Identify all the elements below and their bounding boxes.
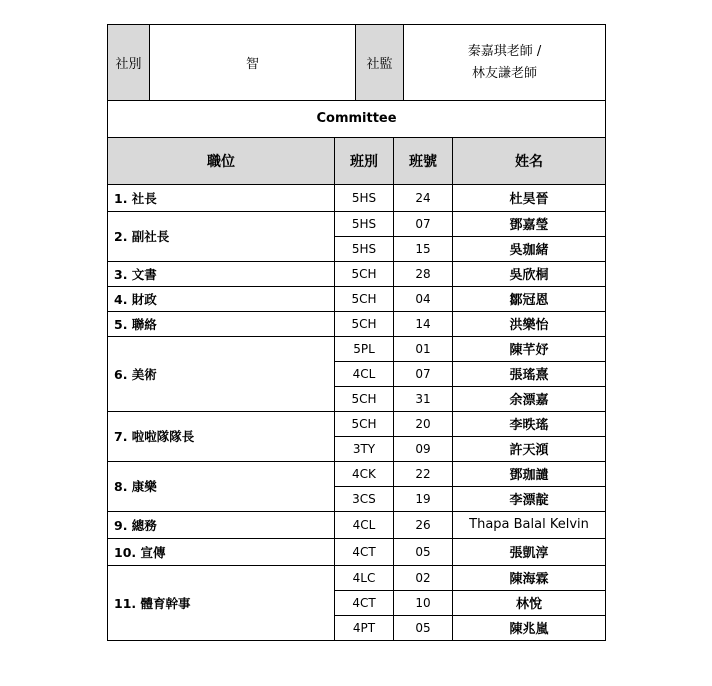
- class-cell: 4CL: [335, 511, 394, 538]
- number-cell: 09: [394, 436, 453, 461]
- number-cell: 19: [394, 486, 453, 511]
- name-cell: 陳兆嵐: [453, 615, 606, 640]
- table-row: [108, 184, 606, 211]
- column-header-class: 班別: [335, 137, 394, 184]
- house-header-table: [107, 24, 606, 101]
- number-cell: 15: [394, 236, 453, 261]
- position-cell: 4. 財政: [108, 286, 335, 311]
- position-cell: 2. 副社長: [108, 211, 335, 261]
- supervisor-label: 社監: [356, 25, 404, 101]
- number-cell: 28: [394, 261, 453, 286]
- committee-table: [107, 100, 606, 641]
- class-cell: 4CL: [335, 361, 394, 386]
- name-cell: 林悅: [453, 590, 606, 615]
- class-cell: 5HS: [335, 184, 394, 211]
- table-row: [108, 565, 606, 590]
- table-row: [108, 261, 606, 286]
- name-cell: 張瑤熹: [453, 361, 606, 386]
- number-cell: 14: [394, 311, 453, 336]
- class-cell: 4LC: [335, 565, 394, 590]
- name-cell: 鄧珈譴: [453, 461, 606, 486]
- supervisor-value: [404, 25, 606, 101]
- table-row: [108, 461, 606, 486]
- position-cell: 5. 聯絡: [108, 311, 335, 336]
- house-label: 社別: [108, 25, 150, 101]
- class-cell: 5CH: [335, 261, 394, 286]
- number-cell: 04: [394, 286, 453, 311]
- class-cell: 3CS: [335, 486, 394, 511]
- name-cell: 鄒冠恩: [453, 286, 606, 311]
- name-cell: 杜昊晉: [453, 184, 606, 211]
- number-cell: 10: [394, 590, 453, 615]
- class-cell: 4CT: [335, 538, 394, 565]
- number-cell: 05: [394, 615, 453, 640]
- table-row: [108, 211, 606, 236]
- table-row: [108, 336, 606, 361]
- class-cell: 5HS: [335, 236, 394, 261]
- number-cell: 07: [394, 211, 453, 236]
- class-cell: 5CH: [335, 311, 394, 336]
- position-cell: 9. 總務: [108, 511, 335, 538]
- name-cell: 洪樂怡: [453, 311, 606, 336]
- number-cell: 05: [394, 538, 453, 565]
- supervisor-line-1: 秦嘉琪老師 /: [467, 43, 542, 59]
- name-cell: 許天澒: [453, 436, 606, 461]
- position-cell: 7. 啦啦隊隊長: [108, 411, 335, 461]
- class-cell: 4PT: [335, 615, 394, 640]
- name-cell: 鄧嘉瑩: [453, 211, 606, 236]
- name-cell: Thapa Balal Kelvin: [453, 511, 606, 538]
- class-cell: 5PL: [335, 336, 394, 361]
- number-cell: 02: [394, 565, 453, 590]
- name-cell: 吳珈緒: [453, 236, 606, 261]
- committee-body: [108, 184, 606, 640]
- number-cell: 31: [394, 386, 453, 411]
- number-cell: 01: [394, 336, 453, 361]
- table-row: [108, 311, 606, 336]
- table-row: [108, 411, 606, 436]
- class-cell: 5CH: [335, 411, 394, 436]
- supervisor-line-2: 林友謙老師: [471, 65, 537, 81]
- column-header-name: 姓名: [453, 137, 606, 184]
- number-cell: 26: [394, 511, 453, 538]
- column-header-position: 職位: [108, 137, 335, 184]
- position-cell: 1. 社長: [108, 184, 335, 211]
- committee-title: Committee: [108, 100, 606, 137]
- name-cell: 余漂嘉: [453, 386, 606, 411]
- number-cell: 20: [394, 411, 453, 436]
- number-cell: 07: [394, 361, 453, 386]
- class-cell: 5CH: [335, 386, 394, 411]
- name-cell: 陳芊妤: [453, 336, 606, 361]
- position-cell: 10. 宣傳: [108, 538, 335, 565]
- number-cell: 24: [394, 184, 453, 211]
- position-cell: 8. 康樂: [108, 461, 335, 511]
- class-cell: 5CH: [335, 286, 394, 311]
- name-cell: 吳欣桐: [453, 261, 606, 286]
- name-cell: 陳海霖: [453, 565, 606, 590]
- position-cell: 6. 美術: [108, 336, 335, 411]
- table-row: [108, 538, 606, 565]
- table-row: [108, 511, 606, 538]
- column-header-number: 班號: [394, 137, 453, 184]
- class-cell: 3TY: [335, 436, 394, 461]
- name-cell: 李昳瑤: [453, 411, 606, 436]
- class-cell: 5HS: [335, 211, 394, 236]
- name-cell: 李漂靛: [453, 486, 606, 511]
- name-cell: 張凱淳: [453, 538, 606, 565]
- number-cell: 22: [394, 461, 453, 486]
- house-value: 智: [150, 25, 356, 101]
- class-cell: 4CK: [335, 461, 394, 486]
- table-row: [108, 286, 606, 311]
- position-cell: 11. 體育幹事: [108, 565, 335, 640]
- position-cell: 3. 文書: [108, 261, 335, 286]
- class-cell: 4CT: [335, 590, 394, 615]
- committee-document: [107, 24, 605, 641]
